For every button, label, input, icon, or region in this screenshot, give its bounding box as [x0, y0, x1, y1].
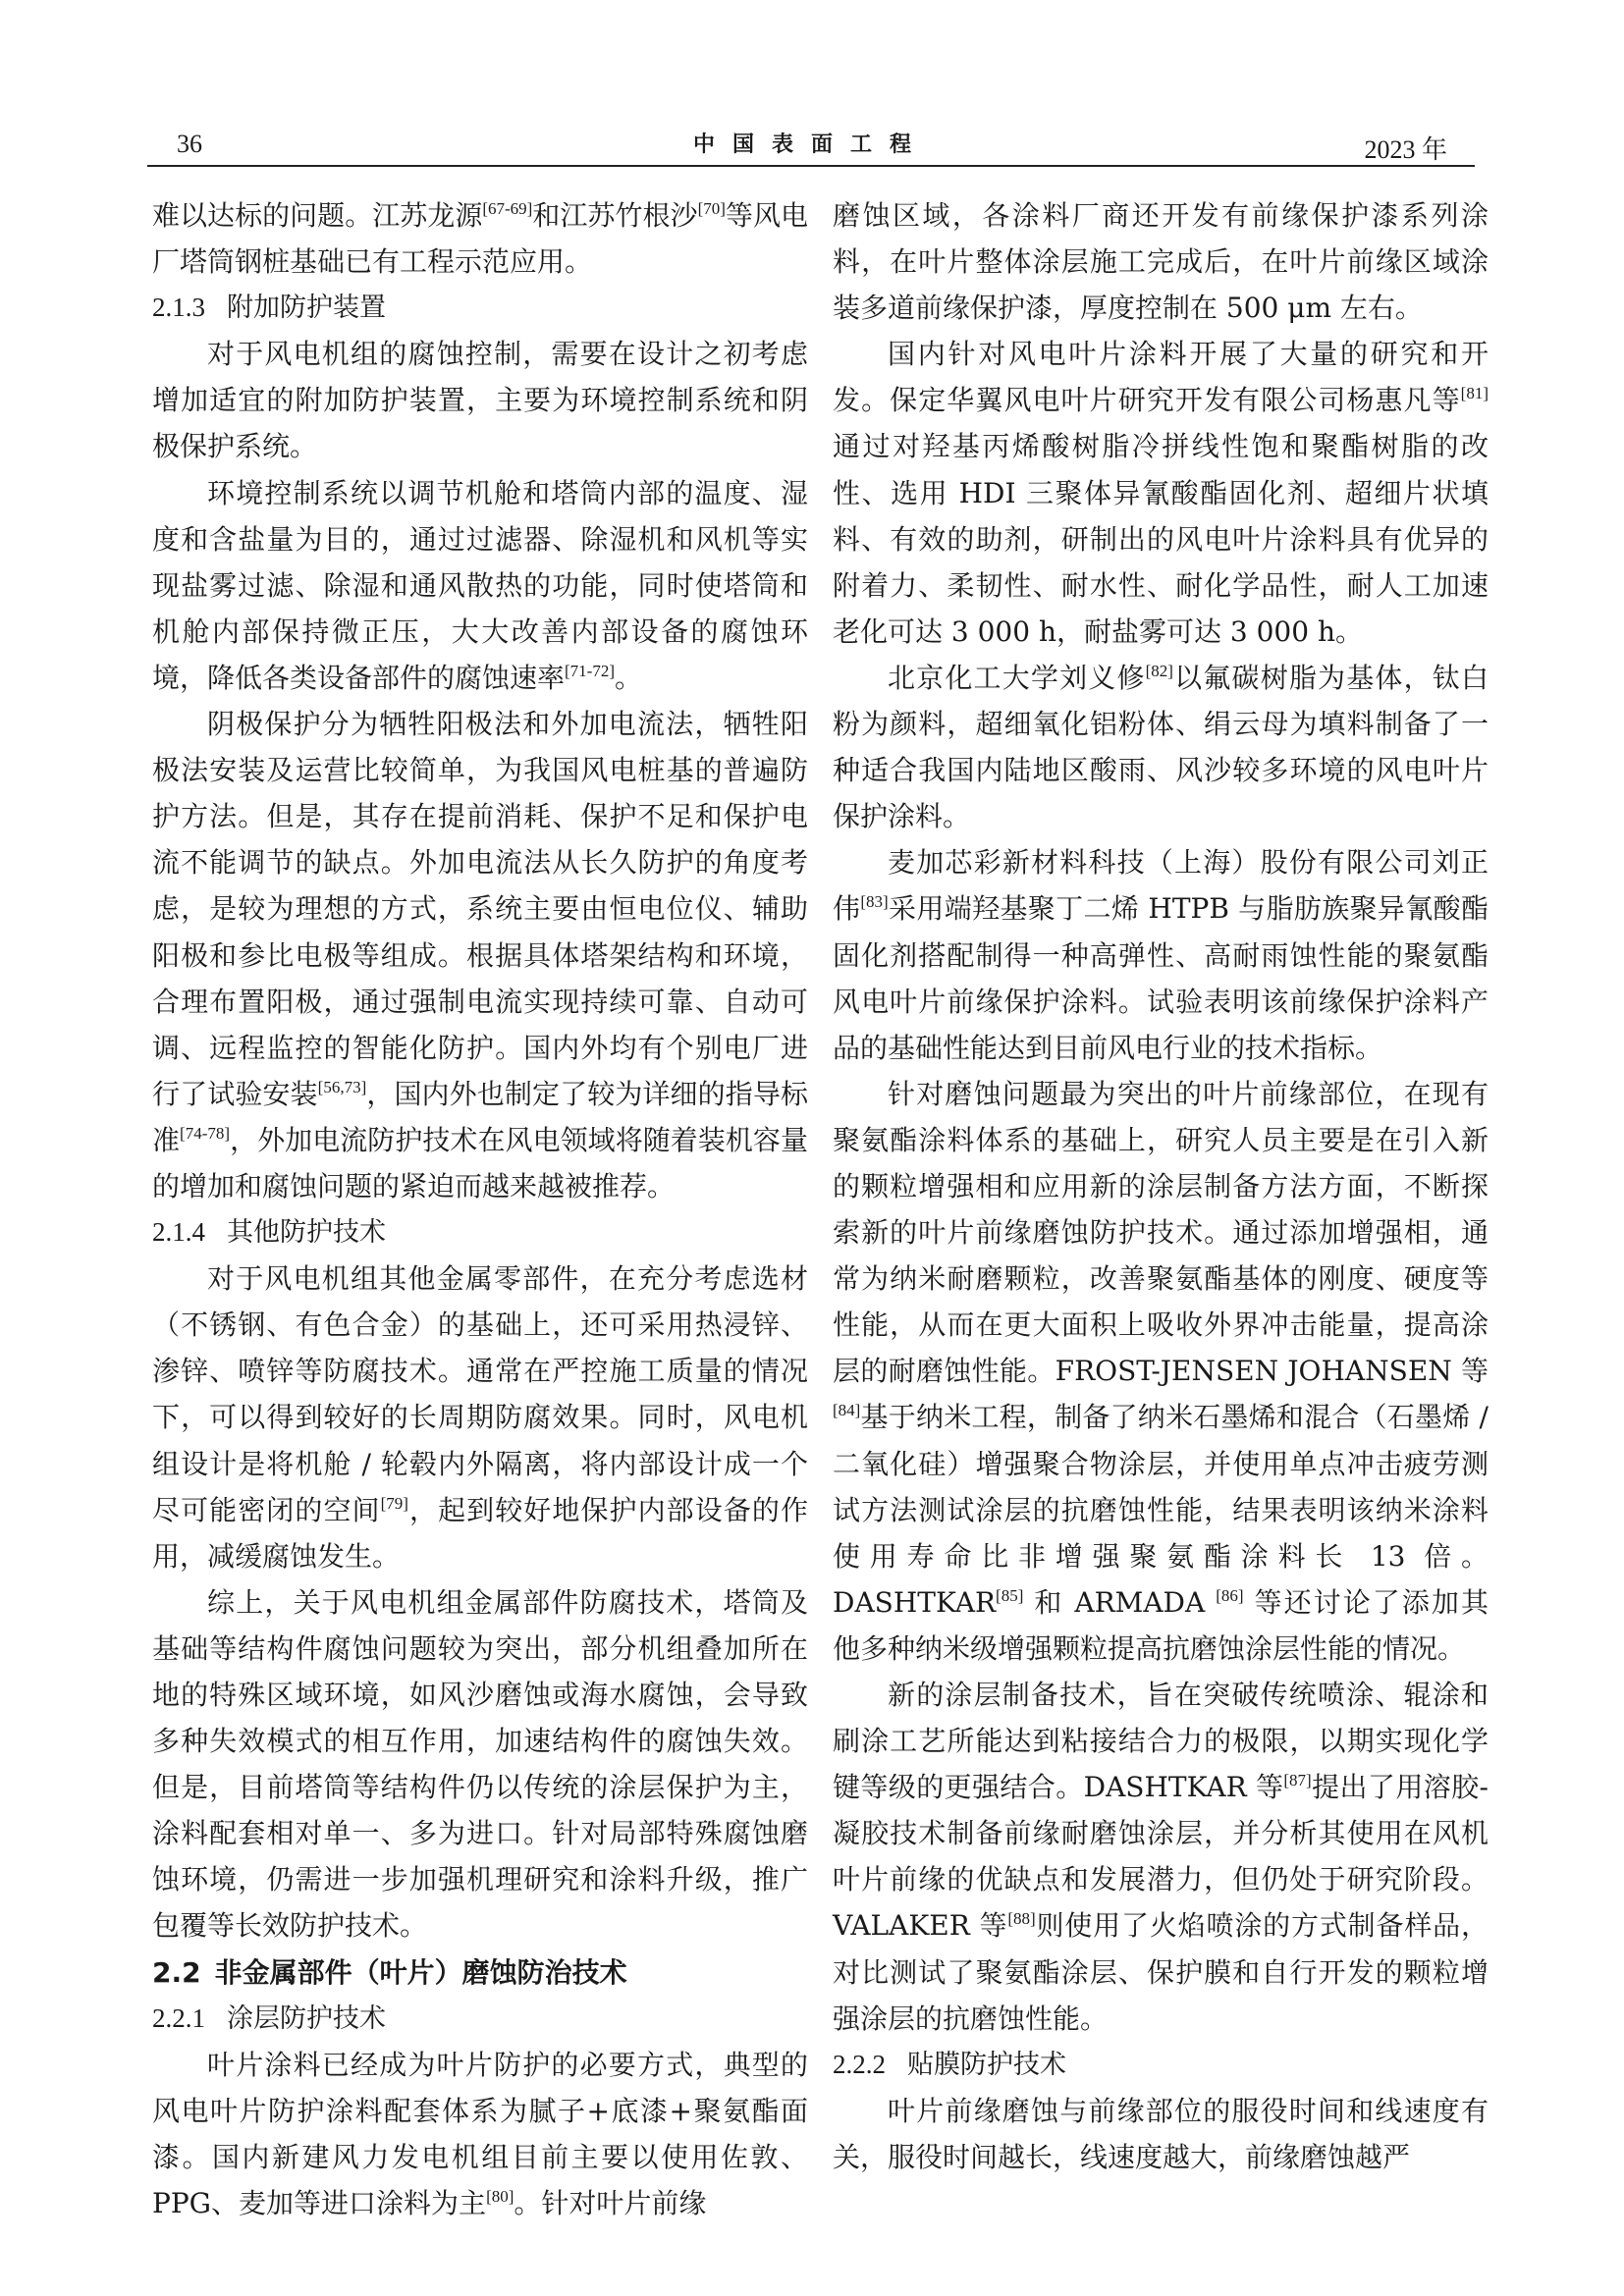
section-heading-2-1-4: 2.1.4 其他防护技术 [152, 1217, 386, 1249]
paragraph: 麦加芯彩新材料科技（上海）股份有限公司刘正伟[83]采用端羟基聚丁二烯 HTPB 与脂肪族聚异氰酸酯固化剂搭配制得一种高弹性、高耐雨蚀性能的聚氨酯风电叶片前缘保护涂料。试验表明该前缘保护涂料产品的基础性能达到目前风电行业的技术指标。 [833, 846, 1489, 1064]
paragraph: 国内针对风电叶片涂料开展了大量的研究和开发。保定华翼风电叶片研究开发有限公司杨惠凡等[81]通过对羟基丙烯酸树脂冷拼线性饱和聚酯树脂的改性、选用 HDI 三聚体异氰酸酯固化剂、超细片状填料、有效的助剂，研制出的风电叶片涂料具有优异的附着力、柔韧性、耐水性、耐化学品性，耐人工加速老化可达 3 000 h，耐盐雾可达 3 000 h。 [833, 338, 1489, 648]
section-heading-2-2: 2.2 非金属部件（叶片）磨蚀防治技术 [152, 1955, 627, 1989]
page-number: 36 [177, 130, 202, 158]
paragraph: 针对磨蚀问题最为突出的叶片前缘部位，在现有聚氨酯涂料体系的基础上，研究人员主要是在引入新的颗粒增强相和应用新的涂层制备方法方面，不断探索新的叶片前缘磨蚀防护技术。通过添加增强相，通常为纳米耐磨颗粒，改善聚氨酯基体的刚度、硬度等性能，从而在更大面积上吸收外界冲击能量，提高涂层的耐磨蚀性能。FROST-JENSEN JOHANSEN 等[84]基于纳米工程，制备了纳米石墨烯和混合（石墨烯 / 二氧化硅）增强聚合物涂层，并使用单点冲击疲劳测试方法测试涂层的抗磨蚀性能，结果表明该纳米涂料使用寿命比非增强聚氨酯涂料长 13 倍。DASHTKAR[85] 和 ARMADA [86] 等还讨论了添加其他多种纳米级增强颗粒提高抗磨蚀涂层性能的情况。 [833, 1077, 1489, 1665]
citation: [88] [1007, 1909, 1036, 1929]
citation: [82] [1145, 661, 1173, 680]
citation: [70] [697, 199, 726, 218]
paragraph: 叶片涂料已经成为叶片防护的必要方式，典型的风电叶片防护涂料配套体系为腻子+底漆+聚氨酯面漆。国内新建风力发电机组目前主要以使用佐敦、PPG、麦加等进口涂料为主[80]。针对叶片前缘 [152, 2048, 808, 2220]
citation: [83] [860, 892, 889, 912]
left-column [152, 192, 808, 2226]
citation: [67-69] [482, 199, 533, 218]
running-header [147, 124, 1475, 163]
citation: [79] [380, 1493, 408, 1513]
citation: [86] [1216, 1585, 1244, 1605]
section-heading-2-2-1: 2.2.1 涂层防护技术 [152, 2002, 386, 2034]
citation: [74-78] [180, 1123, 231, 1143]
citation: [56,73] [317, 1077, 367, 1096]
paragraph: 综上，关于风电机组金属部件防腐技术，塔筒及基础等结构件腐蚀问题较为突出，部分机组叠加所在地的特殊区域环境，如风沙磨蚀或海水腐蚀，会导致多种失效模式的相互作用，加速结构件的腐蚀失效。但是，目前塔筒等结构件仍以传统的涂层保护为主，涂料配套相对单一、多为进口。针对局部特殊腐蚀磨蚀环境，仍需进一步加强机理研究和涂料升级，推广包覆等长效防护技术。 [152, 1585, 808, 1943]
paragraph: 磨蚀区域，各涂料厂商还开发有前缘保护漆系列涂料，在叶片整体涂层施工完成后，在叶片前缘区域涂装多道前缘保护漆，厚度控制在 500 μm 左右。 [833, 199, 1489, 325]
citation: [85] [996, 1585, 1024, 1605]
header-rule [147, 165, 1475, 167]
paragraph: 对于风电机组其他金属零部件，在充分考虑选材（不锈钢、有色合金）的基础上，还可采用热浸锌、渗锌、喷锌等防腐技术。通常在严控施工质量的情况下，可以得到较好的长周期防腐效果。同时，风电机组设计是将机舱 / 轮毂内外隔离，将内部设计成一个尽可能密闭的空间[79]，起到较好地保护内部设备的作用，减缓腐蚀发生。 [152, 1262, 808, 1573]
right-column [833, 192, 1489, 2180]
paragraph: 难以达标的问题。江苏龙源[67-69]和江苏竹根沙[70]等风电厂塔筒钢桩基础已有工程示范应用。 [152, 199, 808, 279]
year: 2023 年 [1364, 135, 1447, 164]
citation: [87] [1283, 1771, 1312, 1790]
section-heading-2-1-3: 2.1.3 附加防护装置 [152, 293, 386, 324]
paragraph: 新的涂层制备技术，旨在突破传统喷涂、辊涂和刷涂工艺所能达到粘接结合力的极限，以期实现化学键等级的更强结合。DASHTKAR 等[87]提出了用溶胶-凝胶技术制备前缘耐磨蚀涂层，并分析其使用在风机叶片前缘的优缺点和发展潜力，但仍处于研究阶段。VALAKER 等[88]则使用了火焰喷涂的方式制备样品，对比测试了聚氨酯涂层、保护膜和自行开发的颗粒增强涂层的抗磨蚀性能。 [833, 1679, 1489, 2035]
journal-title: 中国表面工程 [692, 132, 929, 157]
paragraph: 叶片前缘磨蚀与前缘部位的服役时间和线速度有关，服役时间越长，线速度越大，前缘磨蚀越严 [833, 2094, 1489, 2173]
citation: [71-72] [565, 661, 615, 680]
paragraph: 对于风电机组的腐蚀控制，需要在设计之初考虑增加适宜的附加防护装置，主要为环境控制系统和阴极保护系统。 [152, 338, 808, 463]
paragraph: 北京化工大学刘义修[82]以氟碳树脂为基体，钛白粉为颜料，超细氧化铝粉体、绢云母为填料制备了一种适合我国内陆地区酸雨、风沙较多环境的风电叶片保护涂料。 [833, 661, 1489, 833]
citation: [80] [486, 2187, 514, 2207]
section-heading-2-2-2: 2.2.2 贴膜防护技术 [833, 2049, 1066, 2080]
paragraph: 阴极保护分为牺牲阳极法和外加电流法，牺牲阳极法安装及运营比较简单，为我国风电桩基的普遍防护方法。但是，其存在提前消耗、保护不足和保护电流不能调节的缺点。外加电流法从长久防护的角度考虑，是较为理想的方式，系统主要由恒电位仪、辅助阳极和参比电极等组成。根据具体塔架结构和环境，合理布置阳极，通过强制电流实现持续可靠、自动可调、远程监控的智能化防护。国内外均有个别电厂进行了试验安装[56,73]，国内外也制定了较为详细的指导标准[74-78]，外加电流防护技术在风电领域将随着装机容量的增加和腐蚀问题的紧迫而越来越被推荐。 [152, 708, 808, 1202]
citation: [81] [1460, 384, 1489, 403]
paragraph: 环境控制系统以调节机舱和塔筒内部的温度、湿度和含盐量为目的，通过过滤器、除湿机和风机等实现盐雾过滤、除湿和通风散热的功能，同时使塔筒和机舱内部保持微正压，大大改善内部设备的腐蚀环境，降低各类设备部件的腐蚀速率[71-72]。 [152, 476, 808, 694]
citation: [84] [833, 1401, 861, 1420]
